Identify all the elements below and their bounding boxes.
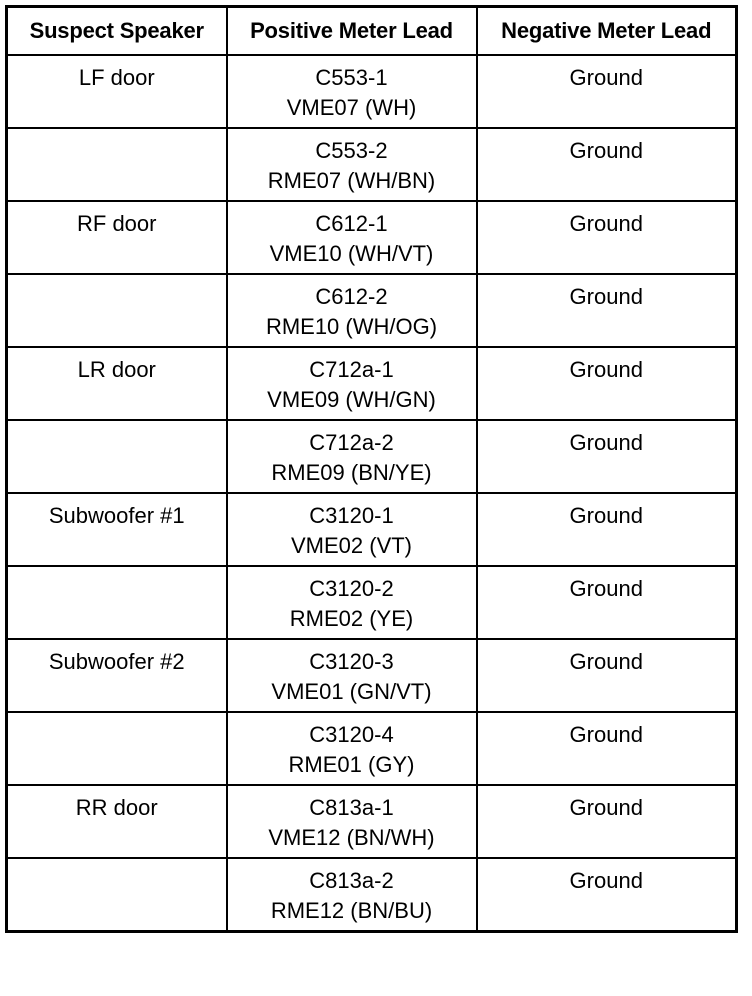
- circuit-wire: VME09 (WH/GN): [267, 387, 436, 412]
- circuit-wire: RME12 (BN/BU): [270, 898, 433, 923]
- circuit-wire: RME01 (GY): [288, 752, 415, 777]
- circuit-wire: RME10 (WH/OG): [265, 314, 438, 339]
- header-negative-meter-lead: Negative Meter Lead: [477, 7, 737, 56]
- table-row: [7, 858, 737, 931]
- connector-pin: C553-2: [315, 138, 388, 163]
- positive-meter-lead-cell: [227, 712, 477, 785]
- positive-meter-lead-cell: [227, 858, 477, 931]
- negative-meter-lead-cell: Ground: [477, 712, 737, 785]
- table-row: [7, 274, 737, 347]
- positive-meter-lead-cell: [227, 128, 477, 201]
- connector-pin: C612-2: [315, 284, 388, 309]
- suspect-speaker-cell: [7, 128, 227, 201]
- negative-meter-lead-cell: Ground: [477, 55, 737, 128]
- negative-meter-lead-cell: Ground: [477, 639, 737, 712]
- suspect-speaker-cell: RF door: [7, 201, 227, 274]
- circuit-wire: VME01 (GN/VT): [271, 679, 432, 704]
- table-row: [7, 493, 737, 566]
- negative-meter-lead-cell: Ground: [477, 347, 737, 420]
- negative-meter-lead-cell: Ground: [477, 493, 737, 566]
- connector-pin: C813a-2: [309, 868, 394, 893]
- suspect-speaker-cell: [7, 858, 227, 931]
- positive-meter-lead-cell: [227, 639, 477, 712]
- suspect-speaker-cell: Subwoofer #1: [7, 493, 227, 566]
- positive-meter-lead-cell: [227, 785, 477, 858]
- positive-meter-lead-cell: [227, 274, 477, 347]
- header-row: [7, 7, 737, 56]
- positive-meter-lead-cell: [227, 347, 477, 420]
- table-row: [7, 566, 737, 639]
- positive-meter-lead-cell: [227, 493, 477, 566]
- header-suspect-speaker: Suspect Speaker: [7, 7, 227, 56]
- negative-meter-lead-cell: Ground: [477, 274, 737, 347]
- table-body: [7, 55, 737, 931]
- table-row: [7, 55, 737, 128]
- table-row: [7, 128, 737, 201]
- negative-meter-lead-cell: Ground: [477, 566, 737, 639]
- connector-pin: C3120-1: [309, 503, 394, 528]
- suspect-speaker-cell: [7, 420, 227, 493]
- connector-pin: C712a-1: [309, 357, 394, 382]
- negative-meter-lead-cell: Ground: [477, 858, 737, 931]
- circuit-wire: RME09 (BN/YE): [271, 460, 432, 485]
- suspect-speaker-cell: Subwoofer #2: [7, 639, 227, 712]
- connector-pin: C3120-4: [309, 722, 394, 747]
- negative-meter-lead-cell: Ground: [477, 785, 737, 858]
- suspect-speaker-cell: [7, 566, 227, 639]
- connector-pin: C712a-2: [309, 430, 394, 455]
- table-row: [7, 201, 737, 274]
- negative-meter-lead-cell: Ground: [477, 201, 737, 274]
- table-row: [7, 420, 737, 493]
- speaker-test-table: [5, 5, 738, 933]
- connector-pin: C612-1: [315, 211, 388, 236]
- table-row: [7, 712, 737, 785]
- connector-pin: C553-1: [315, 65, 388, 90]
- circuit-wire: VME07 (WH): [286, 95, 417, 120]
- connector-pin: C3120-2: [309, 576, 394, 601]
- positive-meter-lead-cell: [227, 55, 477, 128]
- circuit-wire: RME07 (WH/BN): [267, 168, 436, 193]
- suspect-speaker-cell: LF door: [7, 55, 227, 128]
- positive-meter-lead-cell: [227, 566, 477, 639]
- suspect-speaker-cell: RR door: [7, 785, 227, 858]
- circuit-wire: VME02 (VT): [290, 533, 413, 558]
- connector-pin: C813a-1: [309, 795, 394, 820]
- suspect-speaker-cell: [7, 712, 227, 785]
- connector-pin: C3120-3: [309, 649, 394, 674]
- positive-meter-lead-cell: [227, 201, 477, 274]
- circuit-wire: VME10 (WH/VT): [269, 241, 434, 266]
- negative-meter-lead-cell: Ground: [477, 420, 737, 493]
- suspect-speaker-cell: LR door: [7, 347, 227, 420]
- table-row: [7, 347, 737, 420]
- circuit-wire: RME02 (YE): [289, 606, 414, 631]
- table-row: [7, 639, 737, 712]
- suspect-speaker-cell: [7, 274, 227, 347]
- header-positive-meter-lead: Positive Meter Lead: [227, 7, 477, 56]
- circuit-wire: VME12 (BN/WH): [268, 825, 435, 850]
- negative-meter-lead-cell: Ground: [477, 128, 737, 201]
- positive-meter-lead-cell: [227, 420, 477, 493]
- table-row: [7, 785, 737, 858]
